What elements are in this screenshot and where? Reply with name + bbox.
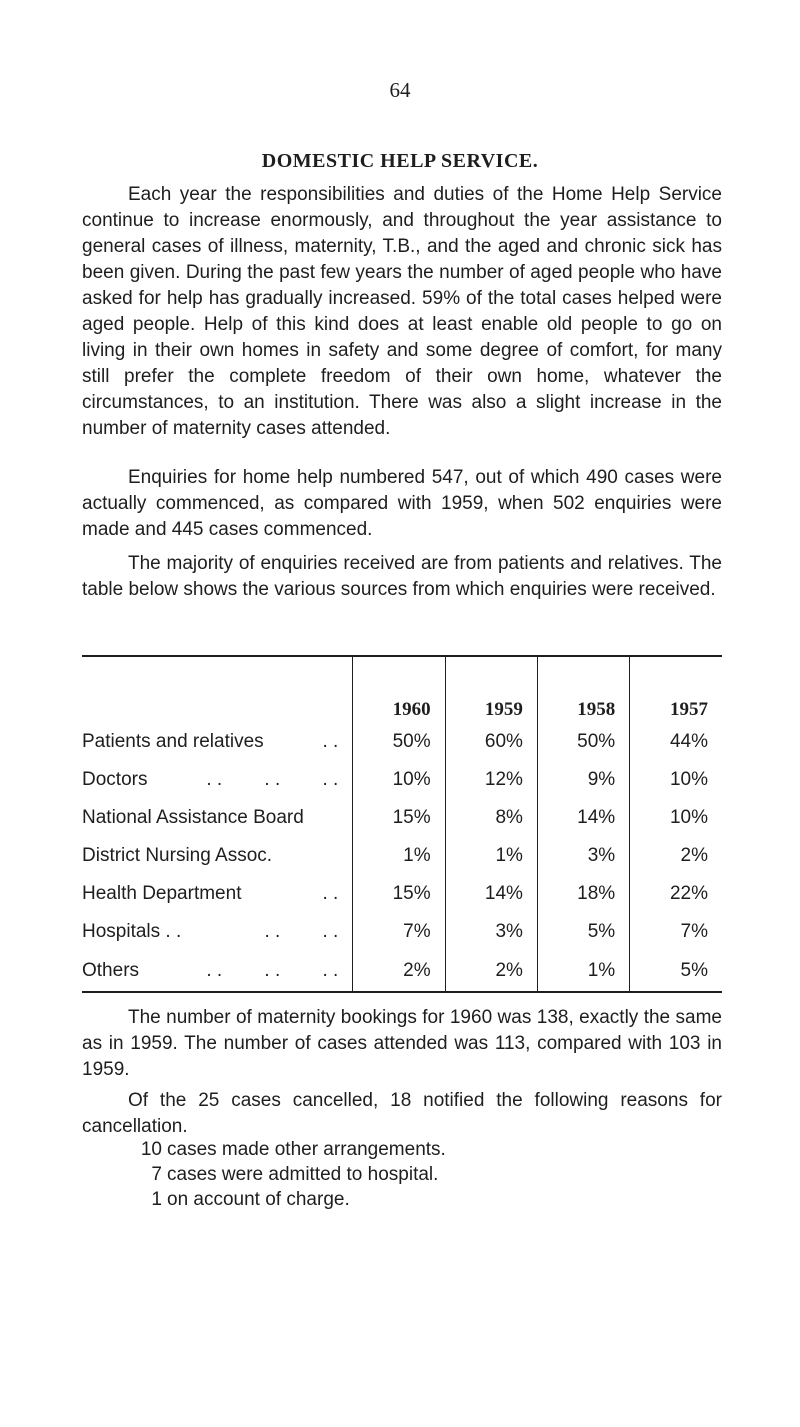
table-cell: 1% [353, 837, 445, 875]
table-row [82, 799, 722, 837]
row-label-cell [82, 913, 353, 951]
table-cell: 9% [537, 761, 629, 799]
row-label-cell [82, 723, 353, 761]
table-cell: 1% [445, 837, 537, 875]
table-cell: 5% [630, 951, 722, 991]
reason-text: on account of charge. [167, 1189, 350, 1210]
header-year: 1959 [445, 657, 537, 723]
section-title: DOMESTIC HELP SERVICE. [261, 150, 539, 172]
table-cell: 14% [445, 875, 537, 913]
cancellation-reasons-list [140, 1137, 446, 1212]
table-row [82, 761, 722, 799]
table-row [82, 913, 722, 951]
row-label-cell [82, 799, 353, 837]
paragraph-enquiries: Enquiries for home help numbered 547, out of which 490 cases were actually commenced, as compared with 1959, when 502 enquiries were made and 445 cases commenced. [82, 467, 722, 540]
paragraph-cancellations: Of the 25 cases cancelled, 18 notified the following reasons for cancellation. [82, 1090, 722, 1137]
paragraph-sources: The majority of enquiries received are from patients and relatives. The table below shows the various sources from which enquiries were received. [82, 553, 722, 600]
table-cell: 8% [445, 799, 537, 837]
reason-count: 1 [151, 1189, 162, 1210]
row-label: District Nursing Assoc. [82, 845, 273, 866]
row-label-cell [82, 951, 353, 991]
reason-count: 10 [140, 1139, 162, 1160]
enquiry-sources-table [82, 655, 722, 993]
table-row [82, 837, 722, 875]
table-header-row [82, 657, 722, 723]
row-label-cell [82, 875, 353, 913]
leader-dots: . . [322, 731, 339, 752]
table-cell: 10% [353, 761, 445, 799]
table-cell: 7% [353, 913, 445, 951]
leader-dots: . . [322, 883, 339, 904]
header-year: 1957 [630, 657, 722, 723]
table-row [82, 875, 722, 913]
table-cell: 10% [630, 761, 722, 799]
table-cell: 60% [445, 723, 537, 761]
leader-dots: . . . . . . [206, 769, 339, 790]
row-label-cell [82, 761, 353, 799]
table-cell: 3% [537, 837, 629, 875]
row-label: Health Department [82, 883, 242, 904]
row-label: Hospitals . . [82, 921, 182, 942]
row-label: Patients and relatives [82, 731, 264, 752]
table-cell: 2% [353, 951, 445, 991]
table-row [82, 723, 722, 761]
row-label: National Assistance Board [82, 807, 304, 828]
table-cell: 14% [537, 799, 629, 837]
leader-dots: . . . . . . [206, 960, 339, 981]
list-item [140, 1187, 446, 1212]
paragraph-maternity: The number of maternity bookings for 1960 was 138, exactly the same as in 1959. The number of cases attended was 113, compared with 103 in 1959. [82, 1007, 722, 1080]
table-cell: 18% [537, 875, 629, 913]
row-label: Doctors [82, 769, 148, 790]
list-item [140, 1162, 446, 1187]
list-item [140, 1137, 446, 1162]
table-cell: 50% [537, 723, 629, 761]
row-label-cell [82, 837, 353, 875]
table-cell: 2% [630, 837, 722, 875]
reason-count: 7 [151, 1164, 162, 1185]
table-cell: 44% [630, 723, 722, 761]
table-cell: 7% [630, 913, 722, 951]
table-cell: 3% [445, 913, 537, 951]
table-cell: 12% [445, 761, 537, 799]
page-number: 64 [389, 78, 411, 102]
reason-text: cases were admitted to hospital. [167, 1164, 439, 1185]
table-cell: 22% [630, 875, 722, 913]
table-cell: 15% [353, 875, 445, 913]
table-row [82, 951, 722, 991]
header-year: 1960 [353, 657, 445, 723]
table-cell: 50% [353, 723, 445, 761]
table-cell: 10% [630, 799, 722, 837]
table-cell: 2% [445, 951, 537, 991]
paragraph-intro: Each year the responsibilities and duties of the Home Help Service continue to increase enormously, and throughout the year assistance to general cases of illness, maternity, T.B., and the aged and chronic sick has been given. During the past few years the number of aged people who have asked for help has gradually increased. 59% of the total cases helped were aged people. Help of this kind does at least enable old people to go on living in their own homes in safety and some degree of comfort, for many still prefer the complete freedom of their own home, whatever the circumstances, to an institution. There was also a slight increase in the number of maternity cases attended. [82, 184, 722, 439]
header-year: 1958 [537, 657, 629, 723]
row-label: Others [82, 960, 140, 981]
table-cell: 5% [537, 913, 629, 951]
reason-text: cases made other arrangements. [167, 1139, 446, 1160]
header-blank [82, 657, 353, 723]
table-cell: 15% [353, 799, 445, 837]
table-cell: 1% [537, 951, 629, 991]
leader-dots: . . . . [264, 921, 339, 942]
